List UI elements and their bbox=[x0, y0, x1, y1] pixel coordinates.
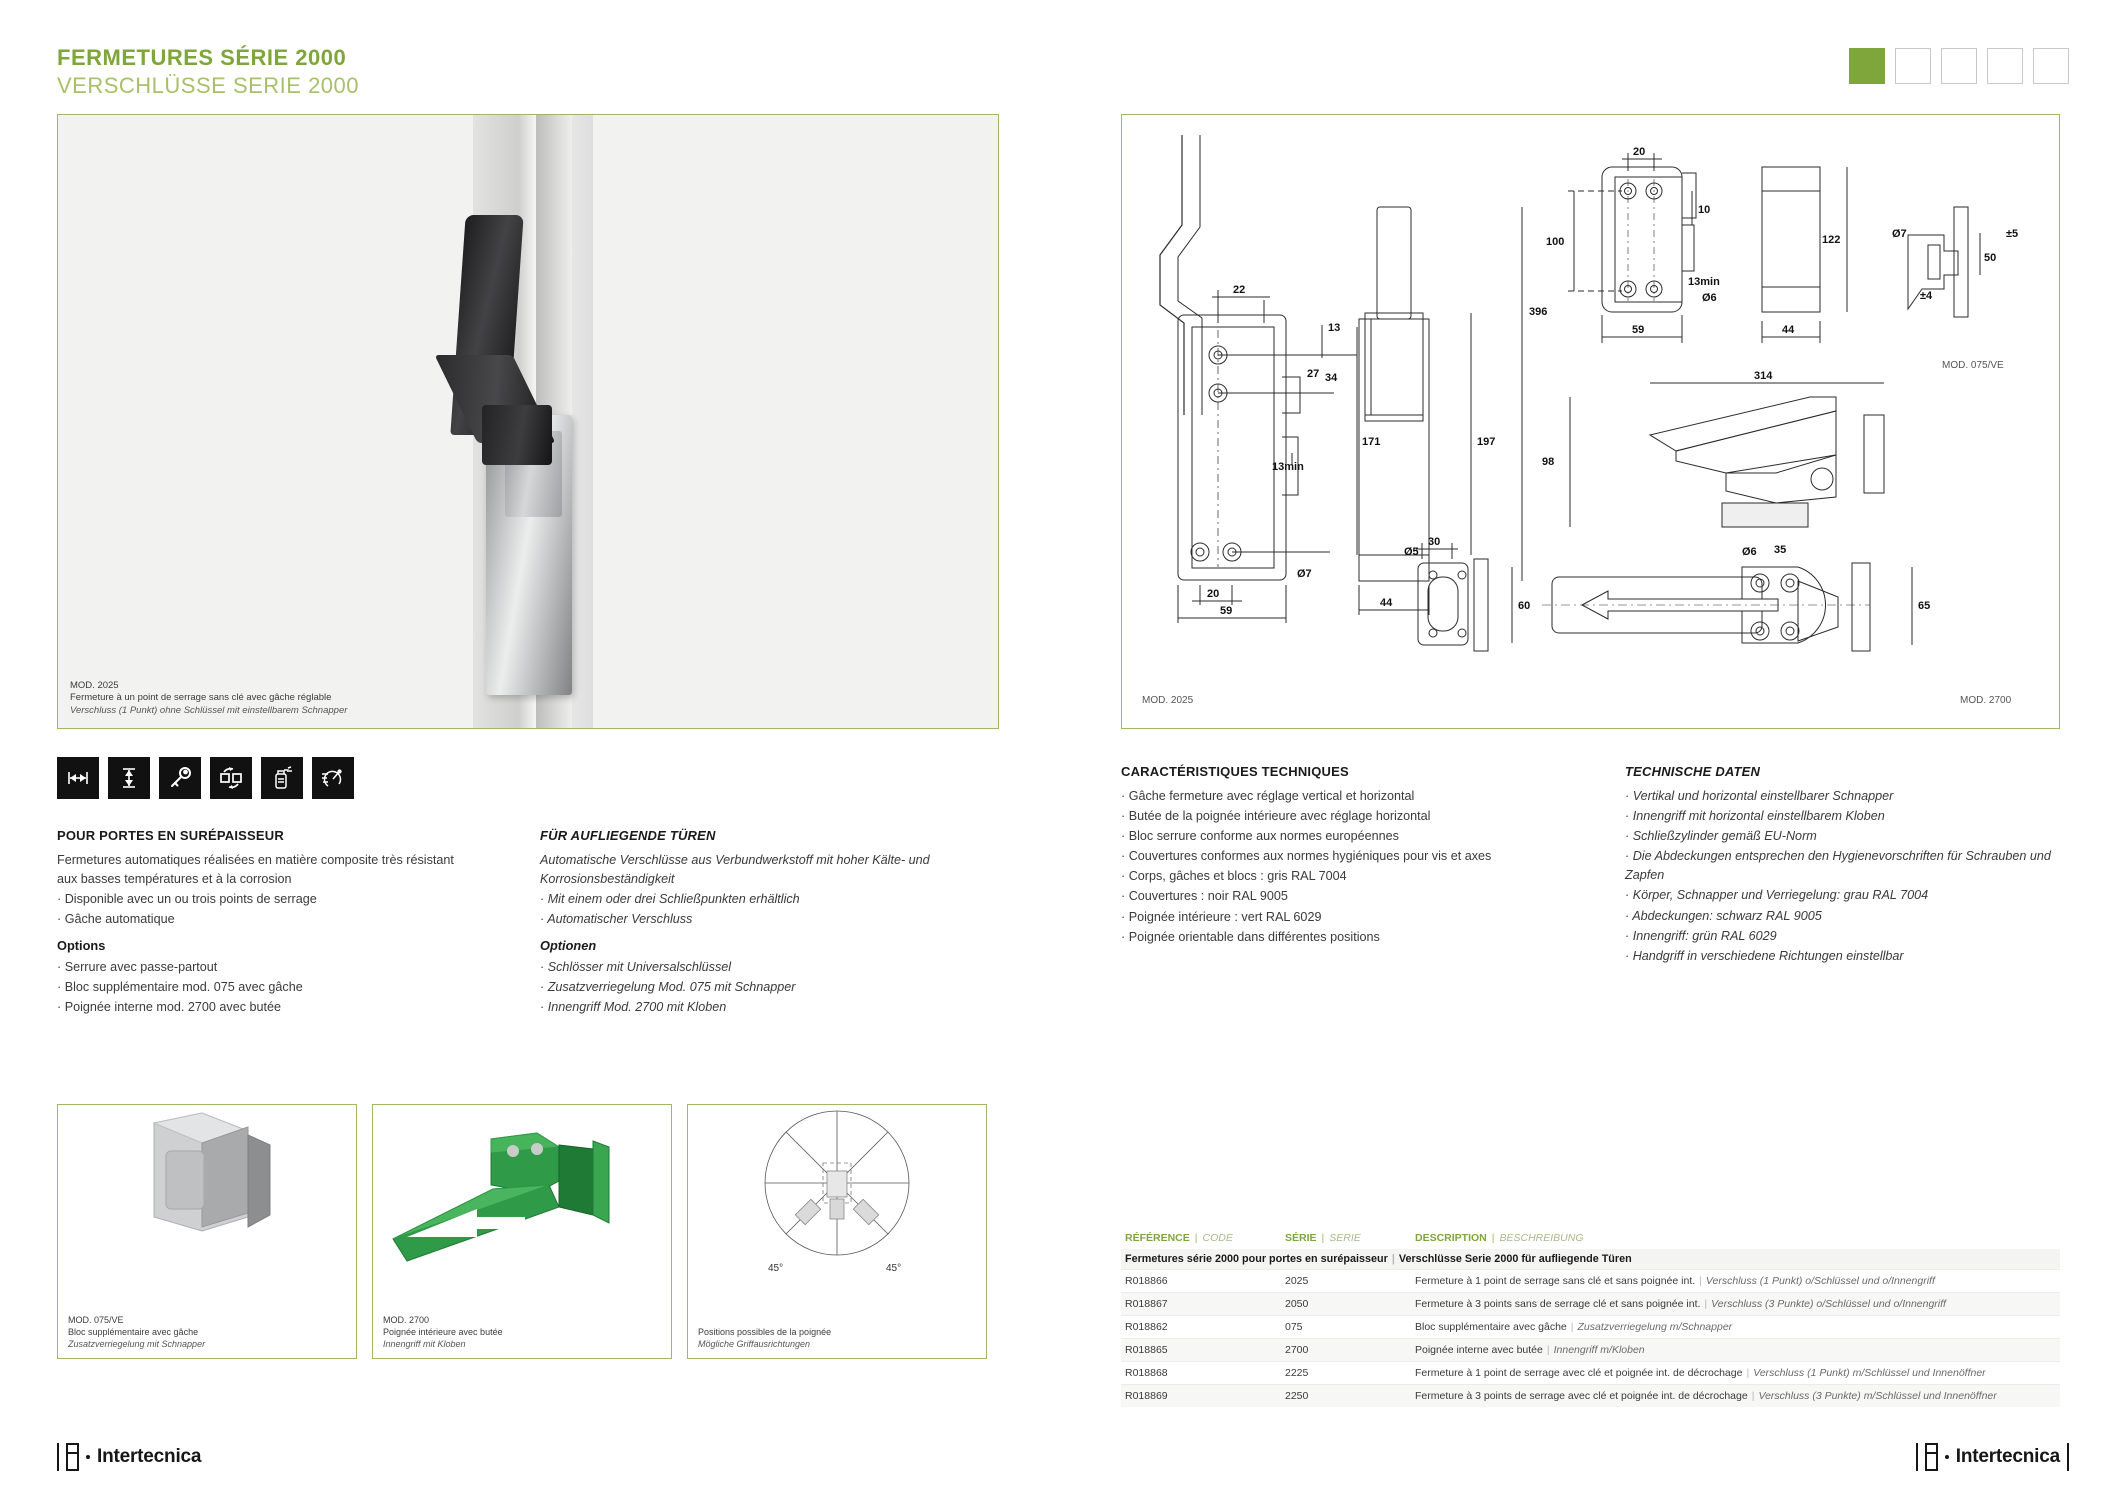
table-header-reference bbox=[1125, 1232, 1285, 1244]
table-header-description bbox=[1415, 1232, 2060, 1244]
tech-de-item-1: · Vertikal und horizontal einstellbarer Schnapper bbox=[1625, 788, 1894, 803]
svg-text:27: 27 bbox=[1307, 368, 1320, 380]
svg-text:60: 60 bbox=[1518, 600, 1531, 612]
tech-de-item-6: · Abdeckungen: schwarz RAL 9005 bbox=[1625, 908, 1822, 923]
table-header-row bbox=[1121, 1232, 2060, 1249]
page-title-de: VERSCHLÜSSE SERIE 2000 bbox=[57, 72, 360, 98]
tech-de-item-3: · Schließzylinder gemäß EU-Norm bbox=[1625, 829, 1817, 844]
svg-text:59: 59 bbox=[1632, 324, 1645, 336]
desc-de: Verschluss (3 Punkte) o/Schlüssel und o/Innengriff bbox=[1711, 1298, 1946, 1310]
thumb-075-caption-de: Zusatzverriegelung mit Schnapper bbox=[68, 1338, 206, 1349]
latch-handle-base-graphic bbox=[482, 405, 552, 465]
cell-description: Fermeture à 1 point de serrage sans clé et sans poignée int. | Verschluss (1 Punkt) o/Schlüssel und o/Innengriff bbox=[1415, 1275, 1935, 1287]
thumb-2700-caption-fr: Poignée intérieure avec butée bbox=[383, 1326, 503, 1337]
height-arrow-icon bbox=[108, 757, 150, 799]
logo-mark-icon bbox=[1925, 1443, 1938, 1471]
svg-text:314: 314 bbox=[1754, 370, 1773, 382]
svg-text:±4: ±4 bbox=[1920, 290, 1933, 302]
thumb-2700-caption-de: Innengriff mit Kloben bbox=[383, 1338, 466, 1349]
features-de-bullet-2: · Automatischer Verschluss bbox=[540, 912, 693, 927]
desc-fr: Bloc supplémentaire avec gâche bbox=[1415, 1321, 1567, 1333]
tech-fr-item-7: · Poignée intérieure : vert RAL 6029 bbox=[1121, 909, 1322, 924]
features-de-options-title: Optionen bbox=[540, 938, 597, 954]
features-fr-option-3: · Poignée interne mod. 2700 avec butée bbox=[57, 1000, 282, 1015]
th-sep-2: | bbox=[1321, 1232, 1325, 1244]
svg-text:MOD. 075/VE: MOD. 075/VE bbox=[1942, 360, 2004, 371]
thumb-2700-panel bbox=[372, 1104, 672, 1359]
section-square-4[interactable] bbox=[1987, 48, 2023, 84]
cell-reference: R018865 bbox=[1125, 1344, 1168, 1356]
tech-data-fr bbox=[1121, 762, 1591, 948]
logo-bar-icon bbox=[57, 1443, 59, 1471]
th-ref-fr: RÉFÉRENCE bbox=[1125, 1232, 1190, 1244]
features-fr-intro: Fermetures automatiques réalisées en matière composite très résistant aux basses températures et à la corrosion bbox=[57, 852, 454, 886]
features-de-option-3: · Innengriff Mod. 2700 mit Kloben bbox=[540, 1000, 727, 1015]
exchange-icon bbox=[210, 757, 252, 799]
tech-fr-item-1: · Gâche fermeture avec réglage vertical et horizontal bbox=[1121, 788, 1415, 803]
hero-product-photo bbox=[57, 114, 999, 729]
thumb-075-caption bbox=[68, 1314, 205, 1350]
svg-text:Ø5: Ø5 bbox=[1404, 546, 1419, 558]
svg-text:50: 50 bbox=[1984, 252, 1997, 264]
table-group-row bbox=[1121, 1249, 2060, 1269]
th-serie-fr: SÉRIE bbox=[1285, 1232, 1317, 1244]
table-row[interactable] bbox=[1121, 1292, 2060, 1315]
features-de-bullet-1: · Mit einem oder drei Schließpunkten erhältlich bbox=[540, 892, 800, 907]
section-square-3[interactable] bbox=[1941, 48, 1977, 84]
svg-text:171: 171 bbox=[1362, 436, 1381, 448]
svg-text:197: 197 bbox=[1477, 436, 1496, 448]
desc-fr: Poignée interne avec butée bbox=[1415, 1344, 1543, 1356]
th-serie-de: SERIE bbox=[1329, 1232, 1361, 1244]
svg-text:65: 65 bbox=[1918, 600, 1931, 612]
cell-serie: 2050 bbox=[1285, 1298, 1309, 1310]
features-de-option-1: · Schlösser mit Universalschlüssel bbox=[540, 959, 732, 974]
features-fr-options-title: Options bbox=[57, 938, 106, 954]
svg-text:13min: 13min bbox=[1272, 461, 1304, 473]
cell-description: Poignée interne avec butée | Innengriff m/Kloben bbox=[1415, 1344, 1645, 1356]
logo-bar-icon bbox=[2067, 1443, 2069, 1471]
features-fr-bullet-2: · Gâche automatique bbox=[57, 912, 175, 927]
brand-name: Intertecnica bbox=[97, 1446, 202, 1467]
cell-serie: 2025 bbox=[1285, 1275, 1309, 1287]
cell-description: Bloc supplémentaire avec gâche | Zusatzverriegelung m/Schnapper bbox=[1415, 1321, 1733, 1333]
hero-caption bbox=[70, 680, 347, 718]
svg-text:Ø7: Ø7 bbox=[1892, 228, 1907, 240]
svg-text:Ø6: Ø6 bbox=[1742, 546, 1757, 558]
th-desc-fr: DESCRIPTION bbox=[1415, 1232, 1487, 1244]
thumb-orientations-panel bbox=[687, 1104, 987, 1359]
cell-serie: 075 bbox=[1285, 1321, 1303, 1333]
features-fr-bullet-1: · Disponible avec un ou trois points de serrage bbox=[57, 892, 317, 907]
features-de bbox=[540, 826, 1010, 1018]
features-de-title: FÜR AUFLIEGENDE TÜREN bbox=[540, 828, 716, 843]
svg-text:44: 44 bbox=[1380, 597, 1393, 609]
tech-fr-item-5: · Corps, gâches et blocs : gris RAL 7004 bbox=[1121, 869, 1347, 884]
cell-description: Fermeture à 3 points de serrage avec clé et poignée int. de décrochage | Verschluss (3 Punkte) m/Schlüssel und Innenöffner bbox=[1415, 1390, 1997, 1402]
key-icon bbox=[159, 757, 201, 799]
hero-caption-de: Verschluss (1 Punkt) ohne Schlüssel mit einstellbarem Schnapper bbox=[70, 705, 348, 717]
thumb-075-image bbox=[58, 1105, 356, 1265]
cell-reference: R018866 bbox=[1125, 1275, 1168, 1287]
handle-orientation-diagram bbox=[688, 1105, 986, 1280]
svg-text:20: 20 bbox=[1633, 146, 1646, 158]
logo-dot-icon bbox=[86, 1455, 90, 1459]
section-square-1[interactable] bbox=[1849, 48, 1885, 84]
desc-de: Innengriff m/Kloben bbox=[1553, 1344, 1645, 1356]
svg-text:13: 13 bbox=[1328, 322, 1341, 334]
table-row[interactable] bbox=[1121, 1315, 2060, 1338]
tech-de-title: TECHNISCHE DATEN bbox=[1625, 764, 1761, 779]
width-arrow-icon bbox=[57, 757, 99, 799]
svg-text:396: 396 bbox=[1529, 306, 1548, 318]
thumb-orientations-caption-fr: Positions possibles de la poignée bbox=[698, 1326, 832, 1337]
svg-text:35: 35 bbox=[1774, 544, 1787, 556]
svg-text:MOD. 2700: MOD. 2700 bbox=[1960, 695, 2012, 706]
brand-name: Intertecnica bbox=[1955, 1446, 2060, 1467]
cell-reference: R018862 bbox=[1125, 1321, 1168, 1333]
table-row[interactable] bbox=[1121, 1338, 2060, 1361]
hero-model: MOD. 2025 bbox=[70, 679, 119, 691]
feature-icon-strip bbox=[57, 757, 354, 799]
th-desc-de: BESCHREIBUNG bbox=[1499, 1232, 1584, 1244]
desc-fr: Fermeture à 1 point de serrage sans clé et sans poignée int. bbox=[1415, 1275, 1696, 1287]
svg-text:10: 10 bbox=[1698, 204, 1711, 216]
section-square-2[interactable] bbox=[1895, 48, 1931, 84]
svg-text:44: 44 bbox=[1782, 324, 1795, 336]
svg-text:13min: 13min bbox=[1688, 276, 1720, 288]
cell-description: Fermeture à 1 point de serrage avec clé et poignée int. de décrochage | Verschluss (1 Punkt) m/Schlüssel und Innenöffner bbox=[1415, 1367, 1986, 1379]
angle-right-label: 45° bbox=[886, 1263, 902, 1274]
th-sep-1: | bbox=[1194, 1232, 1198, 1244]
cell-serie: 2700 bbox=[1285, 1344, 1309, 1356]
desc-de: Verschluss (1 Punkt) m/Schlüssel und Innenöffner bbox=[1753, 1367, 1986, 1379]
table-header-serie bbox=[1285, 1232, 1415, 1244]
group-label-fr: Fermetures série 2000 pour portes en surépaisseur bbox=[1125, 1253, 1388, 1265]
tech-data-de bbox=[1625, 762, 2065, 967]
section-square-5[interactable] bbox=[2033, 48, 2069, 84]
desc-de: Verschluss (3 Punkte) m/Schlüssel und Innenöffner bbox=[1758, 1390, 1997, 1402]
hero-caption-fr: Fermeture à un point de serrage sans clé avec gâche réglable bbox=[70, 692, 332, 704]
group-label-de: Verschlüsse Serie 2000 für aufliegende Türen bbox=[1398, 1253, 1632, 1265]
features-fr bbox=[57, 826, 477, 1018]
features-fr-option-1: · Serrure avec passe-partout bbox=[57, 959, 218, 974]
thumb-075-caption-fr: Bloc supplémentaire avec gâche bbox=[68, 1326, 199, 1337]
svg-text:59: 59 bbox=[1220, 605, 1233, 617]
thumb-orientations-caption bbox=[698, 1326, 831, 1350]
table-row[interactable] bbox=[1121, 1384, 2060, 1407]
table-row[interactable] bbox=[1121, 1269, 2060, 1292]
spray-bottle-icon bbox=[261, 757, 303, 799]
thumb-2700-image bbox=[373, 1105, 671, 1270]
cell-serie: 2225 bbox=[1285, 1367, 1309, 1379]
svg-text:30: 30 bbox=[1428, 536, 1441, 548]
thumb-orientations-caption-de: Mögliche Griffausrichtungen bbox=[698, 1338, 811, 1349]
thumb-075-panel bbox=[57, 1104, 357, 1359]
cell-description: Fermeture à 3 points sans de serrage clé et sans poignée int. | Verschluss (3 Punkte) o/Schlüssel und o/Innengriff bbox=[1415, 1298, 1946, 1310]
footer-logo-right bbox=[1916, 1443, 2069, 1471]
thumb-2700-model: MOD. 2700 bbox=[383, 1314, 430, 1325]
footer-logo-left bbox=[57, 1443, 201, 1471]
svg-text:34: 34 bbox=[1325, 372, 1338, 384]
features-fr-title: POUR PORTES EN SURÉPAISSEUR bbox=[57, 828, 284, 843]
svg-text:MOD. 2025: MOD. 2025 bbox=[1142, 695, 1194, 706]
svg-text:98: 98 bbox=[1542, 456, 1555, 468]
desc-fr: Fermeture à 1 point de serrage avec clé et poignée int. de décrochage bbox=[1415, 1367, 1743, 1379]
tech-fr-item-6: · Couvertures : noir RAL 9005 bbox=[1121, 889, 1288, 904]
desc-de: Zusatzverriegelung m/Schnapper bbox=[1577, 1321, 1733, 1333]
cell-reference: R018869 bbox=[1125, 1390, 1168, 1402]
cell-reference: R018868 bbox=[1125, 1367, 1168, 1379]
tech-de-item-5: · Körper, Schnapper und Verriegelung: grau RAL 7004 bbox=[1625, 888, 1929, 903]
page-title bbox=[57, 44, 359, 99]
tech-de-item-7: · Innengriff: grün RAL 6029 bbox=[1625, 928, 1777, 943]
logo-bar-icon bbox=[1916, 1443, 1918, 1471]
gauge-icon bbox=[312, 757, 354, 799]
tech-fr-item-8: · Poignée orientable dans différentes positions bbox=[1121, 929, 1380, 944]
tech-fr-item-2: · Butée de la poignée intérieure avec réglage horizontal bbox=[1121, 808, 1431, 823]
tech-fr-title: CARACTÉRISTIQUES TECHNIQUES bbox=[1121, 764, 1349, 779]
thumb-075-model: MOD. 075/VE bbox=[68, 1314, 124, 1325]
reference-table bbox=[1121, 1232, 2060, 1407]
svg-text:100: 100 bbox=[1546, 236, 1565, 248]
table-row[interactable] bbox=[1121, 1361, 2060, 1384]
svg-text:Ø6: Ø6 bbox=[1702, 292, 1717, 304]
tech-fr-item-3: · Bloc serrure conforme aux normes européennes bbox=[1121, 829, 1399, 844]
th-sep-3: | bbox=[1491, 1232, 1495, 1244]
logo-dot-icon bbox=[1945, 1455, 1949, 1459]
cell-reference: R018867 bbox=[1125, 1298, 1168, 1310]
technical-drawing-svg bbox=[1122, 115, 2059, 728]
desc-de: Verschluss (1 Punkt) o/Schlüssel und o/Innengriff bbox=[1705, 1275, 1935, 1287]
tech-fr-item-4: · Couvertures conformes aux normes hygiéniques pour vis et axes bbox=[1121, 849, 1492, 864]
svg-text:22: 22 bbox=[1233, 284, 1246, 296]
th-ref-de: CODE bbox=[1202, 1232, 1233, 1244]
logo-mark-icon bbox=[66, 1443, 79, 1471]
features-de-intro: Automatische Verschlüsse aus Verbundwerkstoff mit hoher Kälte- und Korrosionsbeständigkeit bbox=[540, 852, 930, 886]
svg-text:20: 20 bbox=[1207, 588, 1220, 600]
thumb-2700-caption bbox=[383, 1314, 503, 1350]
tech-de-item-8: · Handgriff in verschiedene Richtungen einstellbar bbox=[1625, 948, 1904, 963]
tech-de-item-4: · Die Abdeckungen entsprechen den Hygienevorschriften für Schrauben und Zapfen bbox=[1625, 849, 2051, 883]
svg-text:±5: ±5 bbox=[2006, 228, 2019, 240]
tech-de-item-2: · Innengriff mit horizontal einstellbarem Kloben bbox=[1625, 808, 1885, 823]
svg-text:122: 122 bbox=[1822, 234, 1841, 246]
desc-fr: Fermeture à 3 points sans de serrage clé et sans poignée int. bbox=[1415, 1298, 1701, 1310]
page-title-fr: FERMETURES SÉRIE 2000 bbox=[57, 45, 347, 70]
section-indicator bbox=[1849, 48, 2069, 84]
svg-text:Ø7: Ø7 bbox=[1297, 568, 1312, 580]
features-fr-option-2: · Bloc supplémentaire mod. 075 avec gâche bbox=[57, 979, 303, 994]
angle-left-label: 45° bbox=[768, 1263, 784, 1274]
group-sep: | bbox=[1391, 1253, 1395, 1265]
desc-fr: Fermeture à 3 points de serrage avec clé et poignée int. de décrochage bbox=[1415, 1390, 1748, 1402]
technical-drawings-panel bbox=[1121, 114, 2060, 729]
cell-serie: 2250 bbox=[1285, 1390, 1309, 1402]
features-de-option-2: · Zusatzverriegelung Mod. 075 mit Schnapper bbox=[540, 979, 796, 994]
